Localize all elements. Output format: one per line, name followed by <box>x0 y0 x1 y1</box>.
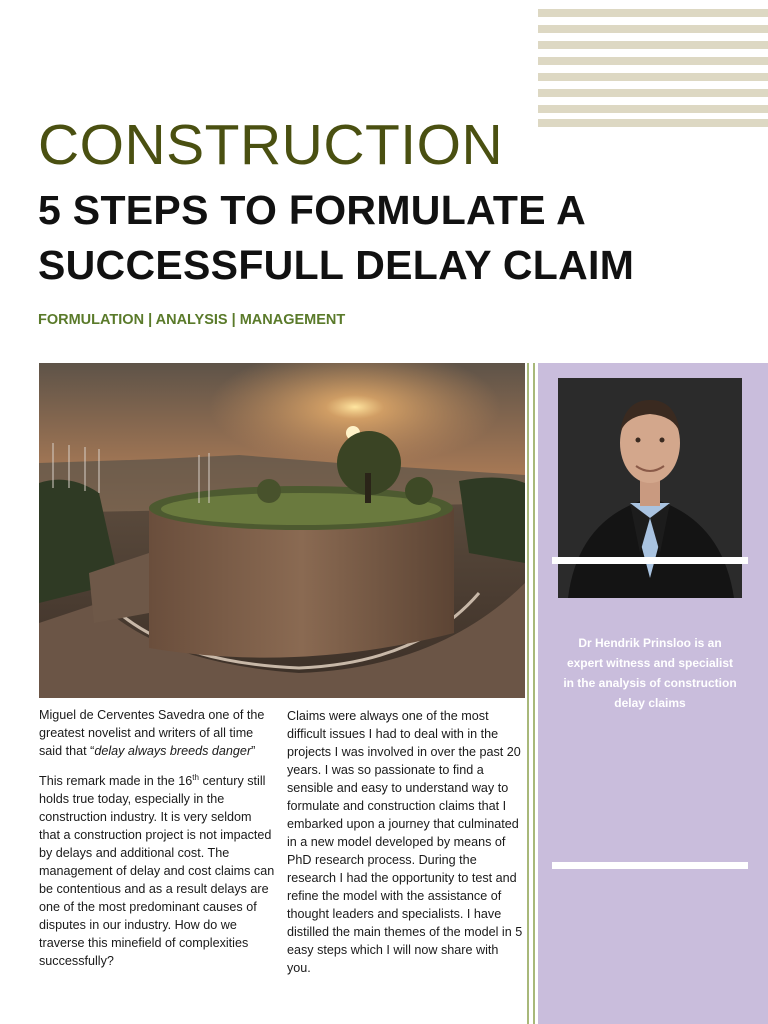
quote-close: ” <box>251 744 256 758</box>
intro-text: Miguel de Cerventes Savedra one of the greatest novelist and writers of all time said that “ <box>39 708 265 758</box>
headline-line-1: 5 STEPS TO FORMULATE A <box>38 187 586 233</box>
author-bio: Dr Hendrik Prinsloo is an expert witness and specialist in the analysis of construction delay claims <box>563 636 737 710</box>
tagline: FORMULATION | ANALYSIS | MANAGEMENT <box>38 312 346 328</box>
body-text-a: This remark made in the 16 <box>39 774 193 788</box>
author-portrait <box>558 378 742 598</box>
divider-bar <box>552 862 748 869</box>
body-text-b: century still holds true today, especially in the construction industry. It is very seldom that a construction project is not impacted by delays and additional cost. The management of delay and cost claims can be contentious and as a result delays are one of the most predominant causes of disputes in our industry. How do we traverse this minefield of complexities successfully? <box>39 774 275 968</box>
decorative-stripes <box>538 9 768 129</box>
article-column-1 <box>39 706 275 982</box>
article-column-2 <box>287 707 523 989</box>
divider-bar <box>552 557 748 564</box>
body-paragraph-2: Claims were always one of the most difficult issues I had to deal with in the projects I was involved in over the past 20 years. I was so passionate to find a sensible and easy to understand way to formulate and construction claims that I embarked upon a journey that culminated in a new model developed by means of PhD research process. During the research I had the opportunity to test and refine the model with the assistance of thought leaders and specialists. I have distilled the main themes of the model in 5 easy steps which I will now share with you. <box>287 709 523 975</box>
headline-line-2: SUCCESSFULL DELAY CLAIM <box>38 242 635 288</box>
amphitheatre-photo <box>39 363 525 698</box>
column-divider <box>527 363 529 1024</box>
article-headline <box>38 183 678 293</box>
body-paragraph <box>39 772 275 970</box>
quote-text: delay always breeds danger <box>94 744 252 758</box>
intro-paragraph <box>39 706 275 760</box>
ordinal-suffix: th <box>192 772 199 782</box>
page-title: CONSTRUCTION <box>38 113 504 177</box>
column-divider <box>533 363 535 1024</box>
